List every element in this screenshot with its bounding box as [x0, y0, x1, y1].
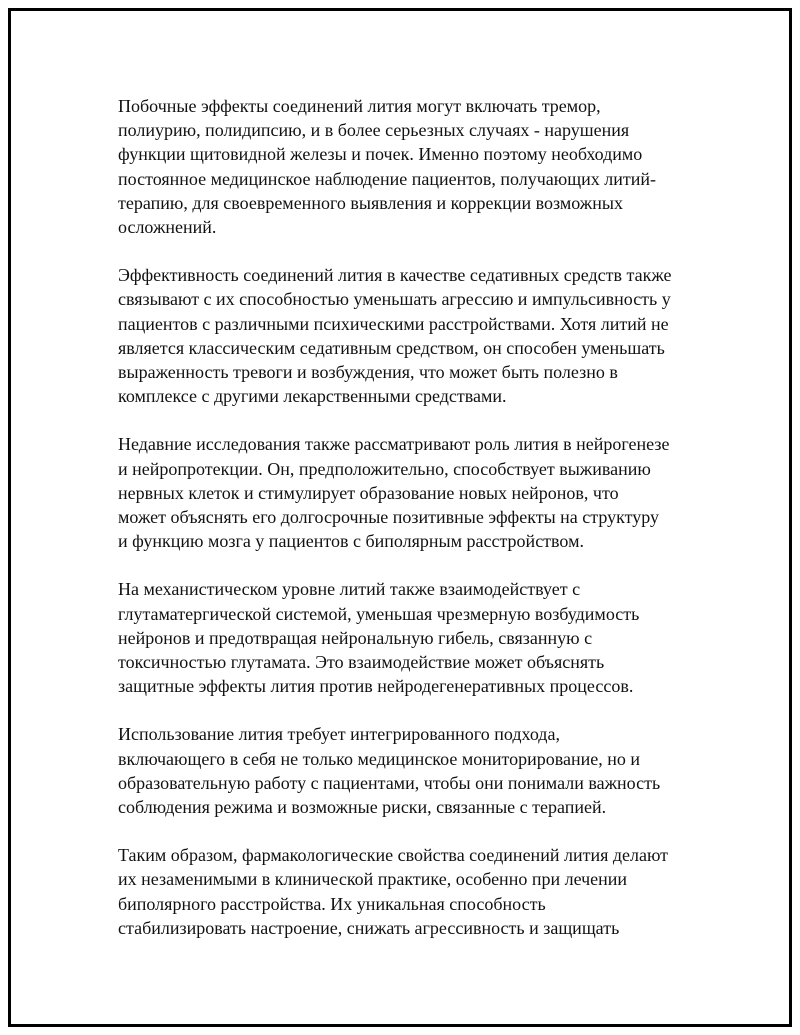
paragraph-neurogenesis	[118, 432, 688, 553]
text-line: их незаменимыми в клинической практике, особенно при лечении	[118, 869, 628, 890]
text-line: биполярного расстройства. Их уникальная способность	[118, 893, 546, 914]
document-body	[118, 94, 688, 964]
text-line: терапию, для своевременного выявления и коррекции возможных	[118, 192, 623, 213]
text-line: может объяснять его долгосрочные позитивные эффекты на структуру	[118, 507, 660, 528]
text-line: нейронов и предотвращая нейрональную гибель, связанную с	[118, 627, 593, 648]
text-line: нервных клеток и стимулирует образование новых нейронов, что	[118, 482, 619, 503]
text-line: является классическим седативным средством, он способен уменьшать	[118, 337, 665, 358]
text-line: постоянное медицинское наблюдение пациентов, получающих литий-	[118, 168, 656, 189]
text-line: осложнений.	[118, 217, 217, 238]
text-line: связывают с их способностью уменьшать агрессию и импульсивность у	[118, 289, 671, 310]
text-line: Эффективность соединений лития в качестве седативных средств также	[118, 265, 672, 286]
text-line: Недавние исследования также рассматривают роль лития в нейрогенезе	[118, 434, 670, 455]
text-line: функции щитовидной железы и почек. Именно поэтому необходимо	[118, 144, 643, 165]
text-line: токсичностью глутамата. Это взаимодействие может объяснять	[118, 652, 605, 673]
text-line: комплексе с другими лекарственными средствами.	[118, 386, 507, 407]
paragraph-glutamatergic-system	[118, 577, 688, 698]
text-line: полиурию, полидипсию, и в более серьезных случаях - нарушения	[118, 120, 630, 141]
text-line: пациентов с различными психическими расстройствами. Хотя литий не	[118, 313, 669, 334]
paragraph-sedative-effect	[118, 263, 688, 408]
text-line: глутаматергической системой, уменьшая чрезмерную возбудимость	[118, 603, 640, 624]
text-line: включающего в себя не только медицинское мониторирование, но и	[118, 748, 641, 769]
text-line: стабилизировать настроение, снижать агрессивность и защищать	[118, 917, 620, 938]
text-line: выраженность тревоги и возбуждения, что может быть полезно в	[118, 362, 618, 383]
paragraph-side-effects	[118, 94, 688, 239]
text-line: На механистическом уровне литий также взаимодействует с	[118, 579, 581, 600]
text-line: соблюдения режима и возможные риски, связанные с терапией.	[118, 797, 607, 818]
text-line: Использование лития требует интегрированного подхода,	[118, 724, 560, 745]
text-line: и функцию мозга у пациентов с биполярным расстройством.	[118, 531, 584, 552]
text-line: Таким образом, фармакологические свойства соединений лития делают	[118, 845, 669, 866]
text-line: и нейропротекции. Он, предположительно, способствует выживанию	[118, 458, 651, 479]
text-line: образовательную работу с пациентами, чтобы они понимали важность	[118, 772, 661, 793]
text-line: Побочные эффекты соединений лития могут включать тремор,	[118, 96, 601, 116]
paragraph-integrated-approach	[118, 722, 688, 819]
paragraph-conclusion	[118, 843, 688, 940]
text-line: защитные эффекты лития против нейродегенеративных процессов.	[118, 676, 634, 697]
